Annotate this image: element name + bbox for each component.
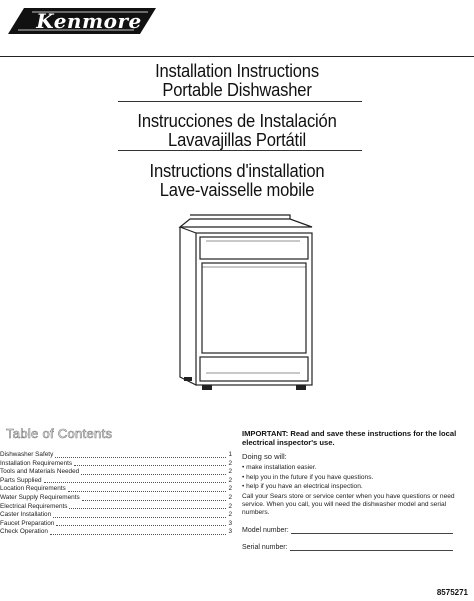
- toc-entry-name: Faucet Preparation: [0, 519, 55, 527]
- toc-entry-page: 2: [228, 468, 232, 476]
- toc-entry-page: 2: [228, 493, 232, 501]
- part-number: 8575271: [436, 588, 468, 597]
- toc-entry-page: 2: [228, 485, 232, 493]
- toc-entry-name: Dishwasher Safety: [0, 451, 54, 458]
- title-spanish: [0, 112, 474, 150]
- subtitle-line: Lave-vaisselle mobile: [159, 180, 315, 200]
- toc-leader: [53, 516, 226, 518]
- table-of-contents: [0, 451, 232, 537]
- toc-entry[interactable]: [0, 494, 232, 503]
- toc-entry-name: Check Operation: [0, 528, 48, 536]
- toc-entry-page: 2: [228, 476, 232, 484]
- toc-leader: [74, 464, 226, 466]
- benefit-item: • help if you have an electrical inspection.: [242, 482, 467, 492]
- important-text: Read and save these instructions for the local electrical inspector's use.: [242, 429, 457, 447]
- subtitle-line: Lavavajillas Portátil: [168, 130, 306, 150]
- toc-entry-name: Caster Installation: [0, 511, 52, 519]
- toc-entry-name: Installation Requirements: [0, 459, 73, 467]
- toc-entry-page: 2: [228, 459, 232, 467]
- logo-wordmark: Kenmore: [36, 9, 142, 33]
- toc-entry-name: Location Requirements: [0, 485, 66, 493]
- title-french: [0, 162, 474, 200]
- subtitle-line: Portable Dishwasher: [162, 80, 312, 100]
- toc-entry-name: Electrical Requirements: [0, 502, 68, 510]
- toc-entry[interactable]: [0, 503, 232, 512]
- serial-number-field: [242, 544, 467, 551]
- toc-entry[interactable]: [0, 477, 232, 486]
- toc-entry-page: 2: [228, 502, 232, 510]
- toc-leader: [44, 481, 227, 483]
- title-divider: [118, 150, 362, 151]
- benefit-item: • make installation easier.: [242, 463, 467, 473]
- toc-entry-page: 3: [228, 519, 232, 527]
- toc-leader: [55, 456, 226, 458]
- toc-leader: [50, 533, 226, 535]
- toc-leader: [68, 490, 227, 492]
- toc-entry[interactable]: [0, 528, 232, 537]
- toc-entry[interactable]: [0, 485, 232, 494]
- serial-number-label: Serial number:: [242, 543, 288, 551]
- model-number-blank: [291, 532, 453, 534]
- model-number-label: Model number:: [242, 526, 289, 534]
- toc-leader: [69, 507, 226, 509]
- model-number-field: [242, 527, 467, 534]
- toc-entry-page: 1: [228, 451, 232, 458]
- toc-entry[interactable]: [0, 460, 232, 469]
- benefit-list: [242, 463, 467, 492]
- title-english: [0, 62, 474, 100]
- toc-entry-page: 2: [228, 511, 232, 519]
- dishwasher-illustration: [150, 213, 322, 393]
- service-call-text: Call your Sears store or service center when you have questions or need service. When you call, you will need the dishwasher model and serial numbers.: [242, 492, 455, 516]
- toc-heading: Table of Contents: [6, 426, 113, 441]
- toc-entry-page: 3: [228, 528, 232, 536]
- toc-leader: [82, 499, 227, 501]
- title-line: Instrucciones de Instalación: [137, 111, 337, 131]
- toc-entry[interactable]: [0, 468, 232, 477]
- toc-leader: [81, 473, 226, 475]
- toc-entry-name: Tools and Materials Needed: [0, 468, 80, 476]
- doing-so-label: Doing so will:: [242, 452, 287, 461]
- toc-entry[interactable]: [0, 511, 232, 520]
- toc-entry[interactable]: [0, 451, 232, 460]
- title-line: Installation Instructions: [155, 61, 319, 81]
- kenmore-logo: [6, 6, 158, 36]
- title-block: [0, 56, 474, 200]
- title-line: Instructions d'installation: [149, 161, 325, 181]
- important-notice: [242, 429, 467, 551]
- title-divider: [118, 101, 362, 102]
- toc-entry-name: Water Supply Requirements: [0, 493, 80, 501]
- toc-leader: [56, 524, 226, 526]
- important-label: IMPORTANT:: [242, 429, 289, 438]
- toc-entry-name: Parts Supplied: [0, 476, 42, 484]
- benefit-item: • help you in the future if you have questions.: [242, 473, 467, 483]
- serial-number-blank: [290, 549, 453, 551]
- toc-entry[interactable]: [0, 520, 232, 529]
- important-heading: [242, 429, 467, 447]
